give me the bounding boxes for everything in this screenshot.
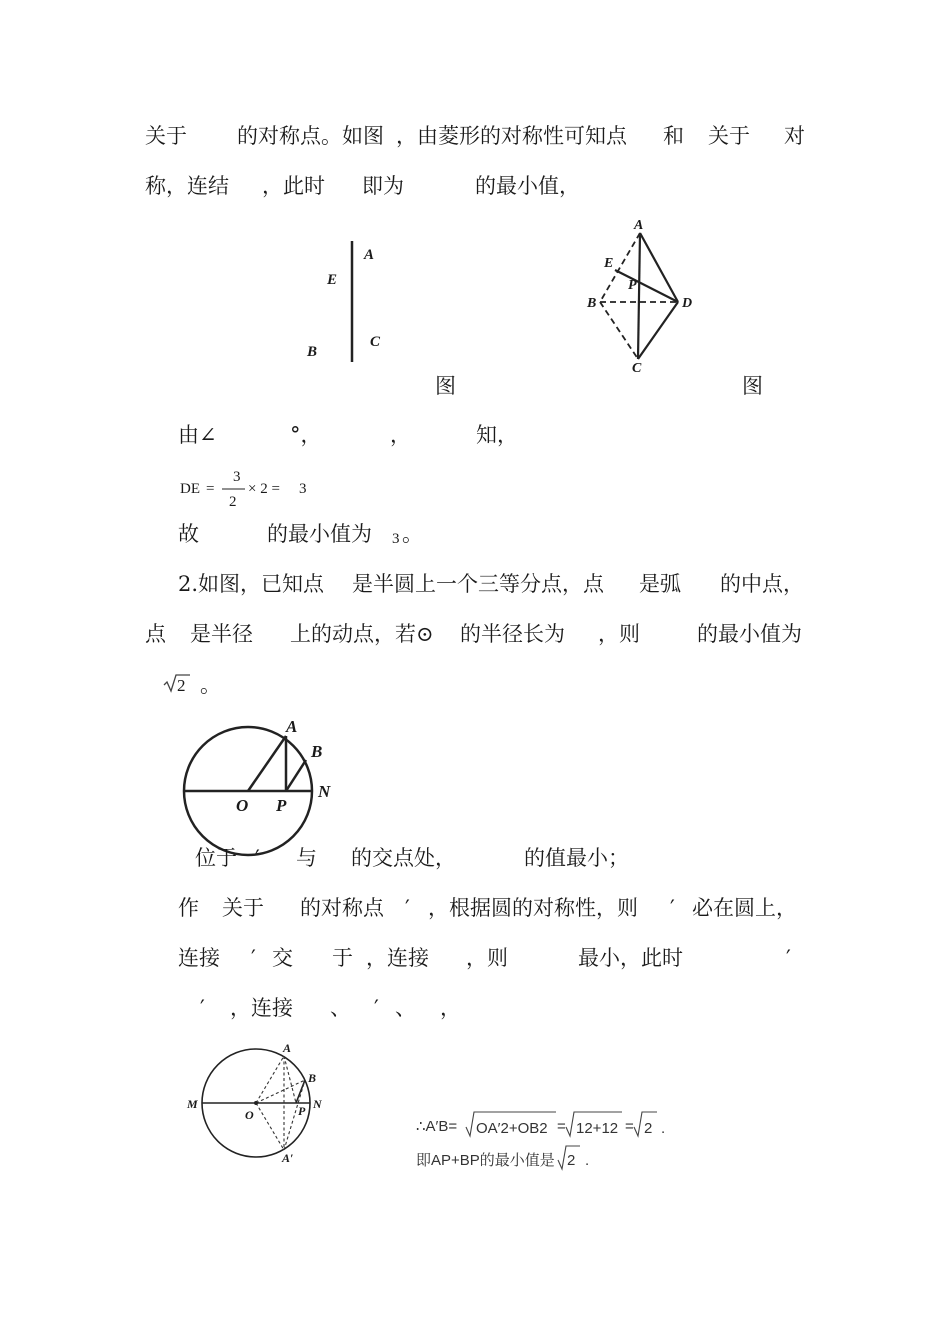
fig4-label-b: B (308, 1071, 317, 1085)
fig4-label-n: N (313, 1097, 322, 1111)
fig2-label-e: E (604, 256, 614, 271)
text-span: 的对称点。如图 (237, 124, 384, 148)
text-span: 的对称点 (300, 896, 384, 920)
fig2-label-p: P (628, 278, 637, 293)
text-span: 与 (296, 846, 317, 870)
fig4-label-p: P (298, 1104, 306, 1118)
fig1-label-a: A (364, 247, 375, 263)
text-span: 位于 (195, 846, 237, 870)
text-span: ，则 (466, 946, 508, 970)
fig3-label-o: O (236, 796, 249, 815)
text-span: 的中点， (720, 572, 804, 596)
text-span: 、 (330, 996, 351, 1020)
text-span: 连接 (178, 946, 220, 970)
text-span: °， (290, 423, 322, 447)
text-span: 称，连结 (145, 174, 229, 198)
text-span: 必在圆上， (692, 896, 797, 920)
text-span: 交 (272, 946, 293, 970)
fig3-label-a: A (286, 717, 298, 736)
text-span: 是弧 (639, 572, 681, 596)
text-span: 和 (663, 124, 684, 148)
text-span: ， (440, 996, 461, 1020)
text-span: 的最小值为 (697, 622, 802, 646)
eq-denominator: 2 (229, 494, 237, 510)
fig3-label-b: B (311, 742, 323, 761)
text-span: ′ (255, 846, 260, 870)
text-span: ，则 (598, 622, 640, 646)
text-span: 是半圆上一个三等分点，点 (352, 572, 604, 596)
text-span: 的半径长为 (460, 622, 565, 646)
eq-tail: × 2 = (248, 481, 280, 497)
eq-numerator: 3 (233, 469, 241, 485)
fig1-label-c: C (370, 334, 381, 350)
text-span: 对 (784, 124, 805, 148)
text-span: 故 (178, 522, 199, 546)
text-span: 的最小值， (475, 174, 580, 198)
text-span: 。 (200, 673, 221, 697)
text-span: 3 (392, 531, 400, 547)
text-span: 即为 (362, 174, 404, 198)
text-span: 的最小值为 (267, 522, 372, 546)
eq-de-label: DE (180, 481, 200, 497)
text-span: ，连接 (366, 946, 429, 970)
text-span: ，连接 (230, 996, 293, 1020)
answer-radicand: 2 (177, 676, 186, 695)
text-span: . (585, 1152, 590, 1169)
text-span: 点 (145, 622, 166, 646)
text-span: ′ (251, 946, 256, 970)
text-span: 最小，此时 (578, 946, 683, 970)
text-span: 2.如图，已知点 (178, 572, 325, 596)
text-span: ′ (786, 946, 791, 970)
text-span: OA′2+OB2 (476, 1120, 548, 1137)
fig1-label-b: B (307, 344, 318, 360)
text-span: 2 (644, 1120, 653, 1137)
text-span: 知， (476, 423, 518, 447)
fig3-label-p: P (276, 796, 287, 815)
text-span: 关于 (222, 896, 264, 920)
text-span: 关于 (145, 124, 187, 148)
text-span: ， (390, 423, 411, 447)
text-span: 即AP+BP的最小值是 (416, 1152, 555, 1169)
fig3-label-n: N (318, 782, 331, 801)
fig4-label-a: A (283, 1041, 292, 1055)
text-span: ′ (670, 896, 675, 920)
text-span: = (557, 1118, 566, 1135)
fig4-label-m: M (187, 1097, 198, 1111)
text-span: 于 (332, 946, 353, 970)
text-span: 。 (402, 522, 423, 546)
text-span: 上的动点，若⊙ (290, 622, 434, 646)
fig4-label-a-prime: A′ (282, 1151, 294, 1165)
fig2-label-d: D (682, 296, 693, 311)
text-span: 关于 (708, 124, 750, 148)
text-span: ，此时 (262, 174, 325, 198)
fig2-label-c: C (632, 361, 642, 376)
text-span: 由∠ (178, 423, 217, 447)
text-span: . (661, 1120, 666, 1137)
text-span: 12+12 (576, 1120, 619, 1137)
text-span: 的值最小； (524, 846, 629, 870)
text-span: 、 (395, 996, 416, 1020)
fig2-label-b: B (587, 296, 597, 311)
figure-caption: 图 (435, 374, 456, 398)
text-span: ′ (405, 896, 410, 920)
fig1-label-e: E (327, 272, 338, 288)
figure-caption: 图 (742, 374, 763, 398)
eq-result: 3 (299, 481, 307, 497)
text-span: ，由菱形的对称性可知点 (396, 124, 627, 148)
text-span: ，根据圆的对称性，则 (428, 896, 638, 920)
text-span: 的交点处， (351, 846, 456, 870)
text-span: ∴A′B= (416, 1118, 458, 1135)
fig4-label-o: O (245, 1108, 254, 1122)
text-span: 是半径 (190, 622, 253, 646)
text-span: 作 (178, 896, 199, 920)
text-span: 2 (567, 1152, 576, 1169)
text-span: = (625, 1118, 634, 1135)
text-span: ′ (374, 996, 379, 1020)
text-span: ′ (200, 996, 205, 1020)
fig2-label-a: A (634, 218, 644, 233)
eq-equals: = (206, 481, 215, 497)
